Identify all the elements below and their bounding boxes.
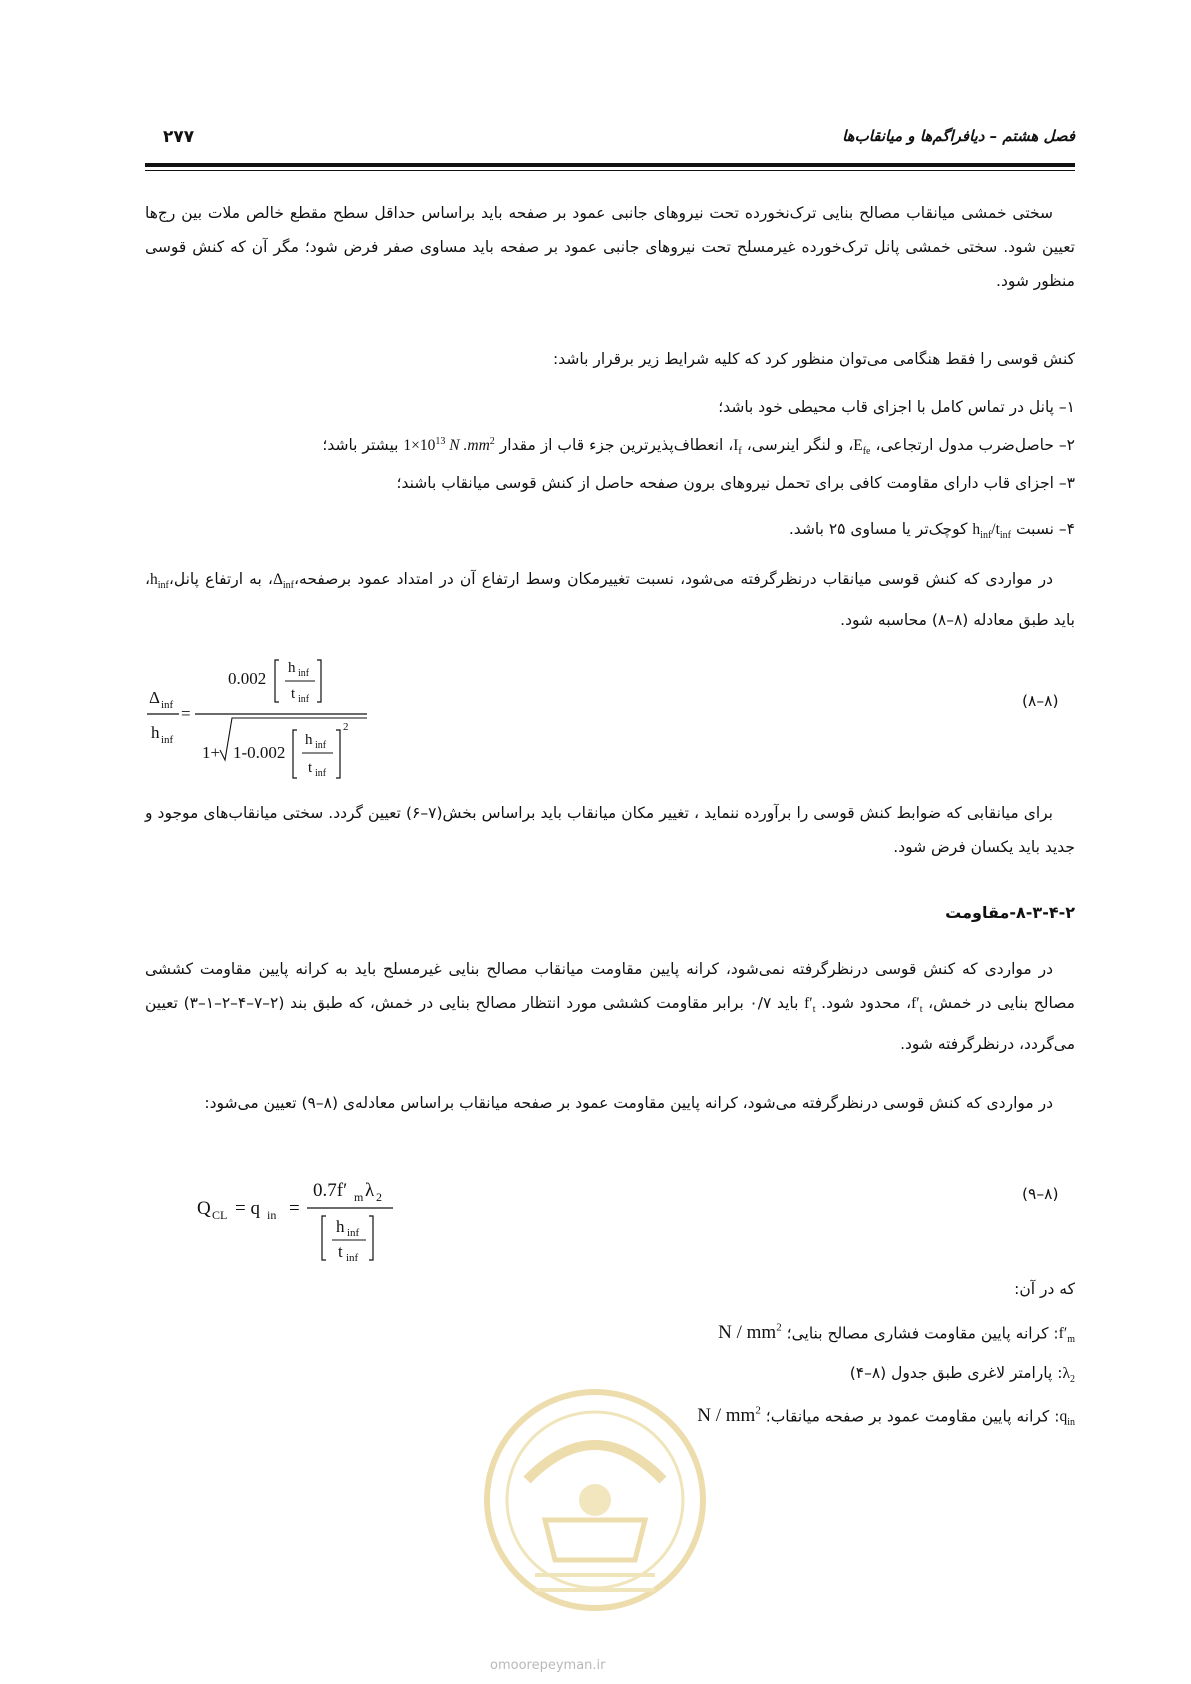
svg-text:CL: CL	[212, 1208, 228, 1222]
svg-text:inf: inf	[315, 740, 327, 751]
svg-text:= q: = q	[235, 1198, 260, 1219]
chapter-title: فصل هشتم – دیافراگم‌ها و میانقاب‌ها	[842, 127, 1075, 145]
equation-number-8-8: (۸–۸)	[1022, 692, 1059, 710]
symbol-hinf-tinf: $h_{inf}/t_{inf}$	[972, 521, 1012, 542]
equation-8-8	[145, 648, 375, 788]
definition-lambda2: $\lambda_2$: پارامتر لاغری طبق جدول (۸–۴)	[849, 1364, 1075, 1386]
paragraph-strength-no-arching: در مواردی که کنش قوسی درنظرگرفته نمی‌شود، کرانه پایین مقاومت میانقاب مصالح بنایی غیرمسلح باید به کرانه پایین مقاومت کششی مصالح بنایی در خمش، $f'_t،$ محدود شود. $f'_t$ باید ۰/۷ برابر مقاومت کششی مورد انتظار مصالح بنایی در خمش، که طبق بند (۲–۷–۴–۲–۱–۳) تعیین می‌گردد، درنظرگرفته شود.	[145, 960, 1075, 1054]
definition-qin: $q_{in}$: کرانه پایین مقاومت عمود بر صفحه میانقاب؛ N / $mm^2$	[697, 1405, 1075, 1429]
paragraph-strength-arching: در مواردی که کنش قوسی درنظرگرفته می‌شود، کرانه پایین مقاومت عمود بر صفحه میانقاب براساس معادله‌ی (۸–۹) تعیین می‌شود:	[204, 1094, 1053, 1112]
equation-8-9	[195, 1172, 415, 1262]
svg-text:in: in	[267, 1208, 277, 1222]
svg-text:Q: Q	[197, 1198, 211, 1219]
header-rule-thin	[145, 170, 1075, 171]
symbol-delta-inf: $\Delta_{inf}$	[272, 571, 295, 592]
symbol-fprime-t-2: $f'_t$	[804, 995, 816, 1016]
section-heading-strength: ۸-۳-۴-۲-مقاومت	[945, 903, 1075, 922]
svg-text:h: h	[305, 732, 313, 748]
svg-text:λ: λ	[365, 1180, 375, 1201]
definition-fm: $f'_m$: کرانه پایین مقاومت فشاری مصالح بنایی؛ N / $mm^2$	[718, 1322, 1075, 1346]
condition-3: ۳– اجزای قاب دارای مقاومت کافی برای تحمل نیروهای برون صفحه حاصل از کنش قوسی میانقاب باشند؛	[396, 474, 1075, 492]
condition-1: ۱– پانل در تماس کامل با اجزای قاب محیطی خود باشد؛	[718, 398, 1075, 416]
watermark-seal-icon	[475, 1370, 715, 1650]
condition-4: ۴– نسبت $h_{inf}/t_{inf}$ کوچک‌تر یا مساوی ۲۵ باشد.	[788, 520, 1075, 542]
svg-text:=: =	[181, 704, 191, 723]
svg-text:=: =	[289, 1198, 300, 1219]
watermark-url: omoorepeyman.ir	[490, 1658, 606, 1673]
paragraph-arching-conditions: کنش قوسی را فقط هنگامی می‌توان منظور کرد که کلیه شرایط زیر برقرار باشد:	[553, 350, 1075, 368]
symbol-fprime-t: $f'_t$	[911, 995, 923, 1016]
svg-text:inf: inf	[161, 699, 174, 711]
svg-text:0.7f′: 0.7f′	[313, 1180, 348, 1201]
svg-text:m: m	[354, 1190, 364, 1204]
svg-text:2: 2	[376, 1190, 382, 1204]
svg-text:1-0.002: 1-0.002	[233, 743, 286, 762]
svg-text:t: t	[338, 1242, 343, 1261]
value-1e13-nmm2: $1\times 10^{13}$ N $.mm^2$	[403, 436, 495, 455]
page-number: ۲۷۷	[163, 127, 195, 147]
svg-text:h: h	[336, 1217, 345, 1236]
svg-text:inf: inf	[347, 1227, 360, 1239]
svg-text:t: t	[308, 760, 313, 776]
paragraph-non-arching: برای میانقابی که ضوابط کنش قوسی را برآورده ننماید ، تغییر مکان میانقاب باید براساس بخش(۷–۶) تعیین گردد. سختی میانقاب‌های موجود و جدید باید یکسان فرض شود.	[145, 804, 1075, 856]
svg-text:h: h	[151, 723, 160, 742]
header-rule-thick	[145, 163, 1075, 167]
svg-text:Δ: Δ	[149, 688, 160, 707]
paragraph-flexural-stiffness: سختی خمشی میانقاب مصالح بنایی ترک‌نخورده تحت نیروهای جانبی عمود بر صفحه باید براساس حداقل سطح مقطع خالص ملات بین رج‌ها تعیین شود. سختی خمشی پانل ترک‌خورده غیرمسلح تحت نیروهای جانبی عمود بر صفحه باید مساوی صفر فرض شود؛ مگر آن که کنش قوسی منظور شود.	[145, 204, 1075, 290]
svg-text:1+: 1+	[202, 743, 221, 762]
symbol-if: $I_f$	[733, 437, 742, 458]
svg-text:inf: inf	[161, 734, 174, 746]
svg-text:0.002: 0.002	[228, 669, 267, 688]
svg-text:inf: inf	[315, 768, 327, 779]
definitions-intro: که در آن:	[1014, 1280, 1075, 1298]
symbol-hinf: $h_{inf}$	[150, 571, 169, 592]
svg-text:inf: inf	[346, 1252, 359, 1262]
condition-2: ۲– حاصل‌ضرب مدول ارتجاعی، $E_{fe}،$ و لنگر اینرسی، $I_f،$ انعطاف‌پذیرترین جزء قاب از مقدار $1\times 10^{13}$ N $.mm^2$ بیشتر باشد؛	[322, 436, 1075, 458]
symbol-efe: $E_{fe}$	[853, 437, 871, 458]
paragraph-displacement-ratio: در مواردی که کنش قوسی میانقاب درنظرگرفته می‌شود، نسبت تغییرمکان وسط ارتفاع آن در امتداد عمود $برصفحه،\Delta_{inf}،$ به ارتفاع $پانل،h_{inf}،$ باید طبق معادله (۸–۸) محاسبه شود.	[145, 570, 1075, 630]
svg-text:inf: inf	[298, 694, 310, 705]
page-header	[145, 127, 1075, 147]
svg-text:inf: inf	[298, 668, 310, 679]
svg-text:h: h	[288, 660, 296, 676]
svg-text:2: 2	[343, 721, 349, 733]
svg-text:t: t	[291, 686, 296, 702]
equation-number-8-9: (۹–۸)	[1022, 1185, 1059, 1203]
